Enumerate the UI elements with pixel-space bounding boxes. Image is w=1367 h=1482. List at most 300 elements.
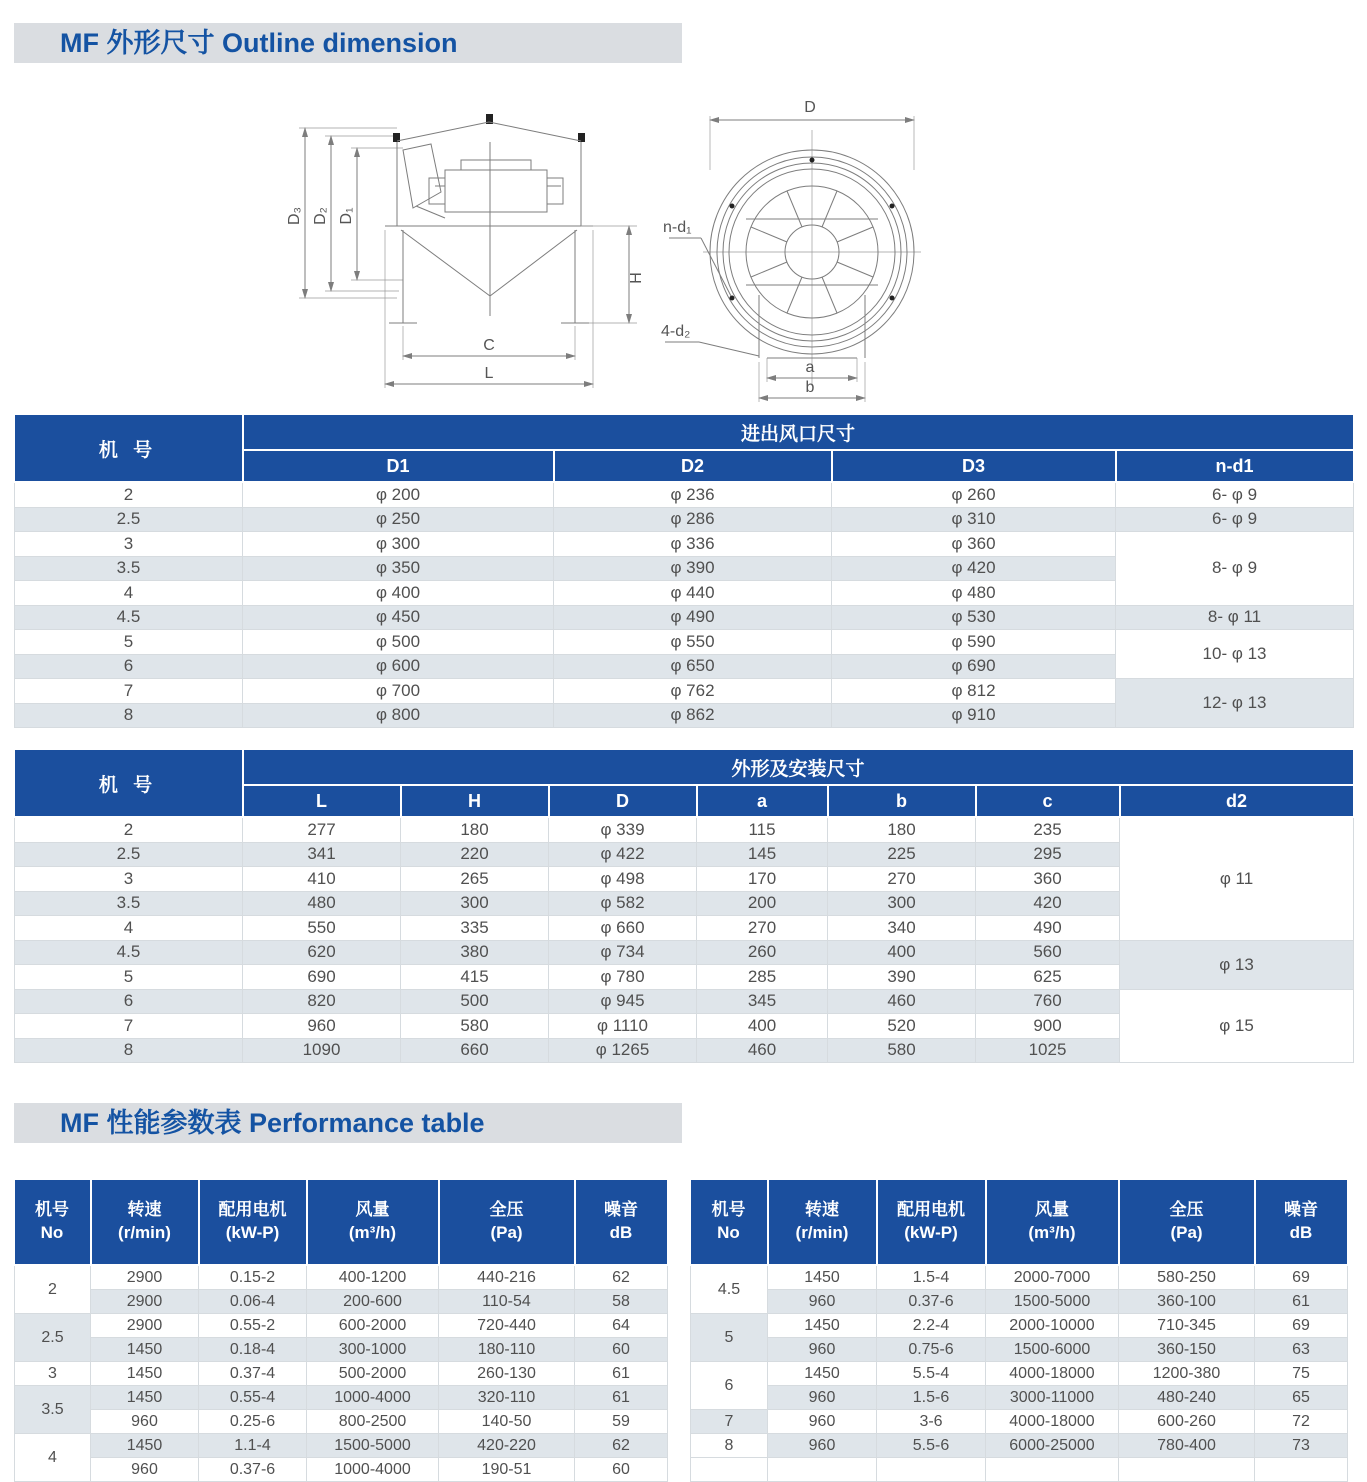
table-cell: 460 bbox=[697, 1038, 828, 1063]
table-row bbox=[691, 1314, 1348, 1338]
section-title-text: MF 外形尺寸 Outline dimension bbox=[60, 28, 458, 58]
table-cell: 580 bbox=[828, 1038, 976, 1063]
table-cell: 0.37-4 bbox=[199, 1362, 307, 1386]
dim-label-4d2: 4-d₂ bbox=[661, 323, 691, 340]
table-row bbox=[15, 1338, 668, 1362]
merged-cell: φ 15 bbox=[1120, 989, 1354, 1063]
machine-no-cell: 3 bbox=[15, 867, 243, 892]
table-row bbox=[15, 679, 1354, 704]
table-cell: 300-1000 bbox=[307, 1338, 439, 1362]
machine-no-cell: 8 bbox=[15, 1038, 243, 1063]
table-cell: 960 bbox=[91, 1458, 199, 1482]
table-cell: 390 bbox=[828, 965, 976, 990]
table-cell: 400 bbox=[828, 940, 976, 965]
dim-label-nd1: n-d₁ bbox=[663, 219, 692, 236]
column-header-machine bbox=[691, 1180, 768, 1265]
table-cell: φ 800 bbox=[243, 703, 554, 728]
table-cell: 190-51 bbox=[439, 1458, 575, 1482]
table-row bbox=[15, 1290, 668, 1314]
table-cell: 760 bbox=[976, 989, 1120, 1014]
table-row bbox=[15, 532, 1354, 557]
fan-front-view-drawing bbox=[655, 90, 960, 410]
table-cell: 59 bbox=[575, 1410, 668, 1434]
table-cell: 110-54 bbox=[439, 1290, 575, 1314]
table-cell: 1000-4000 bbox=[307, 1458, 439, 1482]
table-row bbox=[15, 1314, 668, 1338]
table-row bbox=[15, 817, 1354, 842]
table-cell: φ 450 bbox=[243, 605, 554, 630]
table-cell: 75 bbox=[1255, 1362, 1348, 1386]
column-header-b: b bbox=[828, 785, 976, 817]
machine-no-cell: 4.5 bbox=[15, 940, 243, 965]
machine-no-cell: 2 bbox=[15, 817, 243, 842]
merged-cell: 8- φ 11 bbox=[1116, 605, 1354, 630]
table-cell: 0.37-6 bbox=[199, 1458, 307, 1482]
table-cell: 500-2000 bbox=[307, 1362, 439, 1386]
table-cell: 580-250 bbox=[1119, 1265, 1255, 1290]
table-cell: 1.5-6 bbox=[877, 1386, 986, 1410]
table-cell: 960 bbox=[768, 1386, 877, 1410]
column-header-c: c bbox=[976, 785, 1120, 817]
header-line: (kW-P) bbox=[225, 1223, 280, 1242]
table-row bbox=[15, 507, 1354, 532]
table-cell: 0.18-4 bbox=[199, 1338, 307, 1362]
table-cell: 960 bbox=[243, 1014, 401, 1039]
table-cell: φ 440 bbox=[554, 581, 832, 606]
machine-no-cell: 8 bbox=[15, 703, 243, 728]
table-cell: φ 236 bbox=[554, 482, 832, 507]
table-cell: 580 bbox=[401, 1014, 549, 1039]
column-header-nd1: n-d1 bbox=[1116, 450, 1354, 482]
machine-no-cell: 3.5 bbox=[15, 891, 243, 916]
table-cell: 1.5-4 bbox=[877, 1265, 986, 1290]
table-cell: 1450 bbox=[91, 1338, 199, 1362]
inlet-outlet-dimension-table bbox=[14, 415, 1355, 728]
table-cell: 295 bbox=[976, 842, 1120, 867]
header-line: (m³/h) bbox=[348, 1223, 397, 1242]
table-row bbox=[691, 1265, 1348, 1290]
table-cell: 360 bbox=[976, 867, 1120, 892]
header-line: 转速 bbox=[805, 1200, 839, 1220]
table-cell: φ 339 bbox=[549, 817, 697, 842]
table-cell: 400-1200 bbox=[307, 1265, 439, 1290]
table-cell: φ 310 bbox=[832, 507, 1116, 532]
table-cell: 1450 bbox=[91, 1434, 199, 1458]
table-cell: 500 bbox=[401, 989, 549, 1014]
table-cell: 64 bbox=[575, 1314, 668, 1338]
machine-no-header: 机 号 bbox=[15, 415, 243, 482]
table-cell: φ 590 bbox=[832, 630, 1116, 655]
table-cell: 1090 bbox=[243, 1038, 401, 1063]
table-cell: φ 422 bbox=[549, 842, 697, 867]
table-row bbox=[691, 1410, 1348, 1434]
table-cell: 200 bbox=[697, 891, 828, 916]
table-cell: 341 bbox=[243, 842, 401, 867]
header-line: 配用电机 bbox=[218, 1200, 287, 1220]
table-cell: 800-2500 bbox=[307, 1410, 439, 1434]
header-line: No bbox=[40, 1223, 64, 1242]
table-row bbox=[15, 940, 1354, 965]
table-cell: 0.55-2 bbox=[199, 1314, 307, 1338]
table-cell: 710-345 bbox=[1119, 1314, 1255, 1338]
table-cell: φ 762 bbox=[554, 679, 832, 704]
table-cell: φ 690 bbox=[832, 654, 1116, 679]
table-cell: 1500-6000 bbox=[986, 1338, 1119, 1362]
column-header-noise bbox=[575, 1180, 668, 1265]
table-cell: 620 bbox=[243, 940, 401, 965]
header-line: (Pa) bbox=[1170, 1223, 1203, 1242]
table-cell: 2.2-4 bbox=[877, 1314, 986, 1338]
table-cell: 300 bbox=[828, 891, 976, 916]
column-header-speed bbox=[91, 1180, 199, 1265]
table-row bbox=[15, 1410, 668, 1434]
machine-no-cell: 3 bbox=[15, 532, 243, 557]
dim-label-h: H bbox=[628, 272, 645, 284]
machine-no-cell: 4.5 bbox=[691, 1265, 768, 1314]
table-row bbox=[691, 1290, 1348, 1314]
merged-cell: 12- φ 13 bbox=[1116, 679, 1354, 728]
table-cell: 1200-380 bbox=[1119, 1362, 1255, 1386]
table-row bbox=[15, 1386, 668, 1410]
table-cell: 340 bbox=[828, 916, 976, 941]
table-cell: φ 480 bbox=[832, 581, 1116, 606]
machine-no-cell: 4.5 bbox=[15, 605, 243, 630]
table-cell: 960 bbox=[768, 1410, 877, 1434]
merged-cell: 8- φ 9 bbox=[1116, 532, 1354, 606]
column-header-d2: d2 bbox=[1120, 785, 1354, 817]
table-cell: 4000-18000 bbox=[986, 1362, 1119, 1386]
dim-label-c: C bbox=[483, 337, 495, 354]
machine-no-cell: 3.5 bbox=[15, 1386, 91, 1434]
table-row bbox=[691, 1338, 1348, 1362]
table-cell: φ 600 bbox=[243, 654, 554, 679]
table-cell: 61 bbox=[1255, 1290, 1348, 1314]
table-cell: 270 bbox=[828, 867, 976, 892]
column-header-speed bbox=[768, 1180, 877, 1265]
column-header-airflow bbox=[307, 1180, 439, 1265]
table-cell: 1450 bbox=[91, 1362, 199, 1386]
table-cell: 60 bbox=[575, 1338, 668, 1362]
outline-dimension-table bbox=[14, 750, 1355, 1063]
table-cell: 300 bbox=[401, 891, 549, 916]
table-cell: 0.37-6 bbox=[877, 1290, 986, 1314]
header-line: 噪音 bbox=[1284, 1200, 1318, 1220]
dim-label-b: b bbox=[805, 379, 815, 396]
table-row bbox=[15, 1362, 668, 1386]
table-row bbox=[15, 1458, 668, 1482]
table-cell: φ 300 bbox=[243, 532, 554, 557]
table-cell: 1450 bbox=[768, 1314, 877, 1338]
table-cell: φ 1110 bbox=[549, 1014, 697, 1039]
machine-no-cell: 6 bbox=[15, 654, 243, 679]
column-header-motor bbox=[199, 1180, 307, 1265]
table-cell: 235 bbox=[976, 817, 1120, 842]
table-row bbox=[15, 630, 1354, 655]
table-cell: 1450 bbox=[768, 1362, 877, 1386]
merged-cell: φ 11 bbox=[1120, 817, 1354, 940]
machine-no-cell bbox=[691, 1458, 768, 1482]
machine-no-cell: 4 bbox=[15, 916, 243, 941]
table-cell: 63 bbox=[1255, 1338, 1348, 1362]
machine-no-cell: 2.5 bbox=[15, 1314, 91, 1362]
dim-label-a: a bbox=[805, 359, 815, 376]
table-cell: 5.5-4 bbox=[877, 1362, 986, 1386]
dim-label-d2: D₂ bbox=[312, 207, 329, 225]
machine-no-cell: 7 bbox=[15, 1014, 243, 1039]
table-cell: 2000-10000 bbox=[986, 1314, 1119, 1338]
table-row bbox=[15, 989, 1354, 1014]
header-line: (m³/h) bbox=[1028, 1223, 1076, 1242]
machine-no-cell: 3.5 bbox=[15, 556, 243, 581]
table-cell: φ 650 bbox=[554, 654, 832, 679]
table-cell: 660 bbox=[401, 1038, 549, 1063]
table-cell: 410 bbox=[243, 867, 401, 892]
performance-table-right bbox=[690, 1180, 1349, 1482]
table-cell: 61 bbox=[575, 1386, 668, 1410]
column-header-d2: D2 bbox=[554, 450, 832, 482]
table-cell: 277 bbox=[243, 817, 401, 842]
outline-group-header: 外形及安装尺寸 bbox=[243, 750, 1354, 785]
column-header-L: L bbox=[243, 785, 401, 817]
table-cell: 320-110 bbox=[439, 1386, 575, 1410]
merged-cell: φ 13 bbox=[1120, 940, 1354, 989]
table-cell: φ 1265 bbox=[549, 1038, 697, 1063]
table-cell: 720-440 bbox=[439, 1314, 575, 1338]
table-cell: 61 bbox=[575, 1362, 668, 1386]
table-cell: 960 bbox=[768, 1434, 877, 1458]
table-cell: 180 bbox=[828, 817, 976, 842]
table-row bbox=[691, 1362, 1348, 1386]
header-line: 机号 bbox=[35, 1200, 69, 1220]
machine-no-cell: 7 bbox=[691, 1410, 768, 1434]
table-cell: 440-216 bbox=[439, 1265, 575, 1290]
table-cell: φ 812 bbox=[832, 679, 1116, 704]
table-cell: 65 bbox=[1255, 1386, 1348, 1410]
merged-cell: 6- φ 9 bbox=[1116, 507, 1354, 532]
header-line: (r/min) bbox=[795, 1223, 849, 1242]
table-cell: φ 200 bbox=[243, 482, 554, 507]
table-cell bbox=[986, 1458, 1119, 1482]
table-cell: 960 bbox=[768, 1338, 877, 1362]
table-cell: 1500-5000 bbox=[307, 1434, 439, 1458]
table-cell: 62 bbox=[575, 1434, 668, 1458]
table-cell: φ 250 bbox=[243, 507, 554, 532]
table-cell: 600-260 bbox=[1119, 1410, 1255, 1434]
table-cell: 780-400 bbox=[1119, 1434, 1255, 1458]
table-cell: 1500-5000 bbox=[986, 1290, 1119, 1314]
machine-no-cell: 4 bbox=[15, 581, 243, 606]
merged-cell: 10- φ 13 bbox=[1116, 630, 1354, 679]
table-cell: φ 945 bbox=[549, 989, 697, 1014]
table-cell: 820 bbox=[243, 989, 401, 1014]
table-cell: 270 bbox=[697, 916, 828, 941]
header-line: No bbox=[717, 1223, 740, 1242]
table-cell: 3-6 bbox=[877, 1410, 986, 1434]
column-header-pressure bbox=[439, 1180, 575, 1265]
machine-no-cell: 5 bbox=[15, 965, 243, 990]
merged-cell: 6- φ 9 bbox=[1116, 482, 1354, 507]
table-cell: 480 bbox=[243, 891, 401, 916]
table-row bbox=[15, 482, 1354, 507]
table-cell: 490 bbox=[976, 916, 1120, 941]
table-cell: φ 400 bbox=[243, 581, 554, 606]
table-cell: 180-110 bbox=[439, 1338, 575, 1362]
table-cell: 170 bbox=[697, 867, 828, 892]
table-cell: 200-600 bbox=[307, 1290, 439, 1314]
table-cell: 0.15-2 bbox=[199, 1265, 307, 1290]
table-cell: φ 910 bbox=[832, 703, 1116, 728]
table-cell: φ 530 bbox=[832, 605, 1116, 630]
table-cell: 2900 bbox=[91, 1290, 199, 1314]
table-row bbox=[691, 1458, 1348, 1482]
header-line: dB bbox=[1289, 1223, 1313, 1242]
header-line: (kW-P) bbox=[904, 1223, 958, 1242]
header-line: 噪音 bbox=[604, 1200, 638, 1220]
column-header-D: D bbox=[549, 785, 697, 817]
header-line: 全压 bbox=[489, 1200, 524, 1220]
table-row bbox=[691, 1434, 1348, 1458]
table-cell: φ 420 bbox=[832, 556, 1116, 581]
column-header-d3: D3 bbox=[832, 450, 1116, 482]
table-cell: 2000-7000 bbox=[986, 1265, 1119, 1290]
table-cell: 225 bbox=[828, 842, 976, 867]
header-line: 机号 bbox=[711, 1200, 746, 1220]
table-cell: 460 bbox=[828, 989, 976, 1014]
table-row bbox=[691, 1386, 1348, 1410]
table-row bbox=[15, 1434, 668, 1458]
table-cell: 360-100 bbox=[1119, 1290, 1255, 1314]
table-cell: 5.5-6 bbox=[877, 1434, 986, 1458]
header-line: (r/min) bbox=[118, 1223, 171, 1242]
header-line: 风量 bbox=[1035, 1200, 1069, 1220]
machine-no-cell: 2.5 bbox=[15, 507, 243, 532]
table-cell: 625 bbox=[976, 965, 1120, 990]
table-cell: 260-130 bbox=[439, 1362, 575, 1386]
column-header-H: H bbox=[401, 785, 549, 817]
fan-side-view-drawing bbox=[285, 108, 670, 408]
table-cell: φ 336 bbox=[554, 532, 832, 557]
machine-no-cell: 5 bbox=[691, 1314, 768, 1362]
section-title-performance bbox=[14, 1103, 682, 1143]
table-cell: 73 bbox=[1255, 1434, 1348, 1458]
table-cell: 285 bbox=[697, 965, 828, 990]
table-cell: 1450 bbox=[768, 1265, 877, 1290]
table-cell bbox=[768, 1458, 877, 1482]
table-cell: 140-50 bbox=[439, 1410, 575, 1434]
inlet-group-header: 进出风口尺寸 bbox=[243, 415, 1354, 450]
machine-no-cell: 6 bbox=[15, 989, 243, 1014]
dim-label-d1: D₁ bbox=[338, 207, 355, 225]
machine-no-cell: 2 bbox=[15, 482, 243, 507]
section-title-outline bbox=[14, 23, 682, 63]
table-cell: 0.75-6 bbox=[877, 1338, 986, 1362]
table-cell: φ 360 bbox=[832, 532, 1116, 557]
table-cell: 960 bbox=[91, 1410, 199, 1434]
table-cell: φ 734 bbox=[549, 940, 697, 965]
machine-no-cell: 4 bbox=[15, 1434, 91, 1482]
table-cell: 69 bbox=[1255, 1314, 1348, 1338]
machine-no-cell: 3 bbox=[15, 1362, 91, 1386]
table-cell: 960 bbox=[768, 1290, 877, 1314]
column-header-motor bbox=[877, 1180, 986, 1265]
section-title-text: MF 性能参数表 Performance table bbox=[60, 1108, 485, 1138]
table-cell: 420-220 bbox=[439, 1434, 575, 1458]
column-header-pressure bbox=[1119, 1180, 1255, 1265]
table-cell: 690 bbox=[243, 965, 401, 990]
machine-no-header: 机 号 bbox=[15, 750, 243, 817]
column-header-d1: D1 bbox=[243, 450, 554, 482]
table-cell: 4000-18000 bbox=[986, 1410, 1119, 1434]
table-cell bbox=[1119, 1458, 1255, 1482]
table-row bbox=[15, 605, 1354, 630]
table-cell: φ 660 bbox=[549, 916, 697, 941]
table-cell: 260 bbox=[697, 940, 828, 965]
machine-no-cell: 8 bbox=[691, 1434, 768, 1458]
header-line: 转速 bbox=[127, 1200, 162, 1220]
table-cell: 1.1-4 bbox=[199, 1434, 307, 1458]
table-cell: 72 bbox=[1255, 1410, 1348, 1434]
machine-no-cell: 7 bbox=[15, 679, 243, 704]
column-header-a: a bbox=[697, 785, 828, 817]
column-header-noise bbox=[1255, 1180, 1348, 1265]
header-line: 配用电机 bbox=[897, 1200, 965, 1220]
table-cell: 335 bbox=[401, 916, 549, 941]
table-cell: 1450 bbox=[91, 1386, 199, 1410]
table-cell: φ 350 bbox=[243, 556, 554, 581]
table-cell: 115 bbox=[697, 817, 828, 842]
table-cell: 550 bbox=[243, 916, 401, 941]
table-cell: 180 bbox=[401, 817, 549, 842]
table-cell: φ 862 bbox=[554, 703, 832, 728]
table-cell: 58 bbox=[575, 1290, 668, 1314]
dim-label-l: L bbox=[484, 365, 494, 382]
performance-table-left bbox=[14, 1180, 669, 1482]
table-cell bbox=[1255, 1458, 1348, 1482]
table-cell: 1025 bbox=[976, 1038, 1120, 1063]
table-cell: 380 bbox=[401, 940, 549, 965]
table-cell: 400 bbox=[697, 1014, 828, 1039]
table-cell: 345 bbox=[697, 989, 828, 1014]
table-cell: 420 bbox=[976, 891, 1120, 916]
table-cell: 220 bbox=[401, 842, 549, 867]
table-row bbox=[15, 1265, 668, 1290]
table-cell: φ 780 bbox=[549, 965, 697, 990]
column-header-airflow bbox=[986, 1180, 1119, 1265]
table-cell: 600-2000 bbox=[307, 1314, 439, 1338]
machine-no-cell: 5 bbox=[15, 630, 243, 655]
table-cell: φ 260 bbox=[832, 482, 1116, 507]
table-cell: 62 bbox=[575, 1265, 668, 1290]
table-cell: 0.06-4 bbox=[199, 1290, 307, 1314]
dim-label-d3: D₃ bbox=[286, 206, 303, 226]
column-header-machine bbox=[15, 1180, 91, 1265]
table-cell: 0.55-4 bbox=[199, 1386, 307, 1410]
header-line: 全压 bbox=[1169, 1200, 1204, 1220]
table-cell: 60 bbox=[575, 1458, 668, 1482]
machine-no-cell: 2.5 bbox=[15, 842, 243, 867]
table-cell: 6000-25000 bbox=[986, 1434, 1119, 1458]
table-cell: 2900 bbox=[91, 1314, 199, 1338]
header-line: (Pa) bbox=[490, 1223, 523, 1242]
table-cell: 900 bbox=[976, 1014, 1120, 1039]
table-cell: 520 bbox=[828, 1014, 976, 1039]
machine-no-cell: 2 bbox=[15, 1265, 91, 1314]
table-cell: φ 390 bbox=[554, 556, 832, 581]
table-cell: 415 bbox=[401, 965, 549, 990]
table-cell bbox=[877, 1458, 986, 1482]
table-cell: φ 498 bbox=[549, 867, 697, 892]
table-cell: φ 286 bbox=[554, 507, 832, 532]
